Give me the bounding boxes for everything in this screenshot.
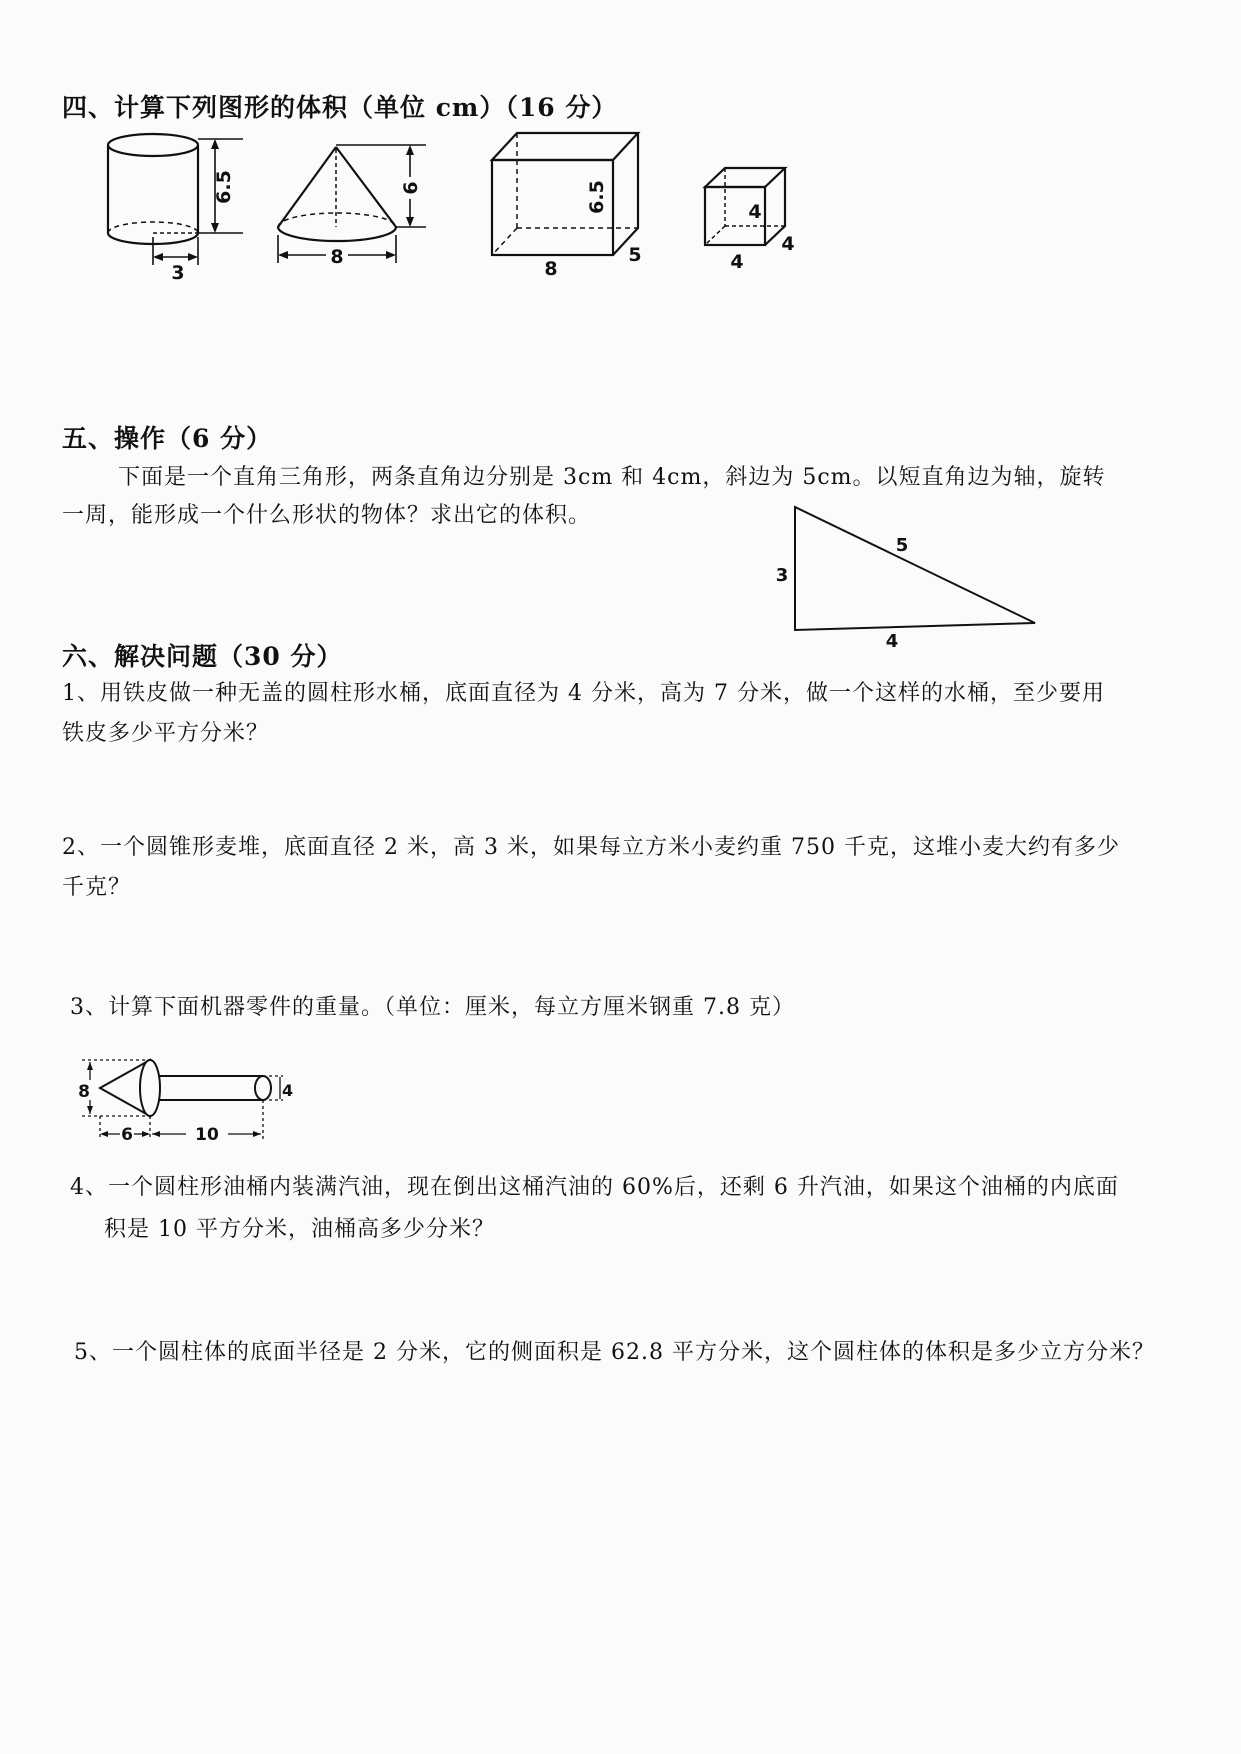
q2-line2: 千克？ — [62, 875, 132, 900]
part-cone-length-label: 6 — [121, 1125, 133, 1145]
cuboid-width-label: 5 — [628, 244, 642, 266]
q1-line2: 铁皮多少平方分米？ — [62, 721, 270, 746]
q4-line2: 积是 10 平方分米，油桶高多少分米？ — [104, 1217, 495, 1242]
cube-figure — [695, 160, 805, 275]
section5-text-line2: 一周，能形成一个什么形状的物体？求出它的体积。 — [62, 503, 592, 528]
cone-figure — [268, 135, 443, 275]
cuboid-figure — [485, 125, 660, 285]
section5-text-line1: 下面是一个直角三角形，两条直角边分别是 3cm 和 4cm，斜边为 5cm。以短直角边为轴，旋转 — [118, 465, 1106, 490]
cone-diameter-label: 8 — [330, 246, 344, 268]
cone-height-label: 6 — [400, 181, 422, 195]
cube-depth-label: 4 — [781, 233, 795, 255]
part-cyl-length-label: 10 — [195, 1125, 219, 1145]
q1-line1: 1、用铁皮做一种无盖的圆柱形水桶，底面直径为 4 分米，高为 7 分米，做一个这样的水桶，至少要用 — [62, 681, 1105, 706]
cube-bottom-label: 4 — [730, 251, 744, 273]
part-cyl-diameter-label: 4 — [282, 1081, 294, 1100]
cuboid-length-label: 8 — [544, 258, 558, 280]
q5-line1: 5、一个圆柱体的底面半径是 2 分米，它的侧面积是 62.8 平方分米，这个圆柱体的体积是多少立方分米？ — [74, 1340, 1155, 1365]
machine-part-figure — [68, 1050, 308, 1150]
triangle-short-leg-label: 3 — [775, 565, 789, 586]
triangle-hypotenuse-label: 5 — [895, 535, 909, 556]
right-triangle-figure — [770, 495, 1060, 655]
triangle-long-leg-label: 4 — [885, 631, 899, 652]
cylinder-radius-label: 3 — [171, 262, 185, 284]
q2-line1: 2、一个圆锥形麦堆，底面直径 2 米，高 3 米，如果每立方米小麦约重 750 千克，这堆小麦大约有多少 — [62, 835, 1120, 860]
cylinder-figure — [95, 125, 265, 285]
part-cone-diameter-label: 8 — [78, 1082, 90, 1102]
section4-heading: 四、计算下列图形的体积（单位 cm）（16 分） — [62, 93, 618, 122]
cylinder-height-label: 6.5 — [213, 170, 235, 204]
q3-line1: 3、计算下面机器零件的重量。（单位：厘米，每立方厘米钢重 7.8 克） — [70, 995, 795, 1020]
q4-line1: 4、一个圆柱形油桶内装满汽油，现在倒出这桶汽油的 60%后，还剩 6 升汽油，如果这个油桶的内底面 — [70, 1175, 1119, 1200]
cuboid-height-label: 6.5 — [586, 180, 608, 214]
section6-heading: 六、解决问题（30 分） — [62, 642, 343, 671]
cube-height-label: 4 — [748, 201, 762, 223]
section5-heading: 五、操作（6 分） — [62, 424, 273, 453]
